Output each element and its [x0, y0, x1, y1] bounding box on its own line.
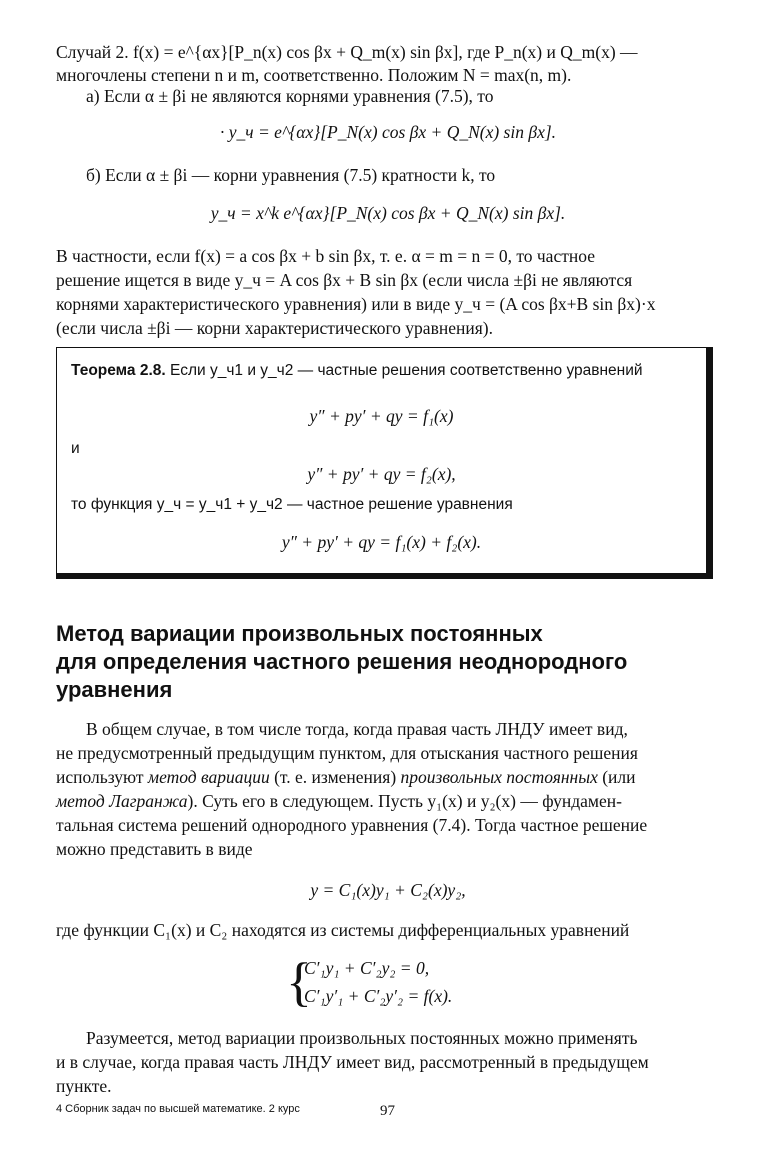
- case2-a-text: а) Если α ± βi не являются корнями уравнения (7.5), то: [86, 86, 494, 106]
- theorem-conclusion: то функция y_ч = y_ч1 + y_ч2 — частное решение уравнения: [71, 496, 513, 513]
- theorem-equation-2: y″ + py′ + qy = f₂(x),: [307, 464, 456, 484]
- closing-line1: Разумеется, метод вариации произвольных постоянных можно применять: [86, 1028, 638, 1048]
- theorem-label: Теорема 2.8.: [71, 362, 166, 379]
- case2-line1: Случай 2. f(x) = e^{αx}[P_n(x) cos βx + Q_m(x) sin βx], где P_n(x) и Q_m(x) —: [56, 42, 638, 62]
- closing-line3: пункте.: [56, 1076, 112, 1096]
- theorem-and: и: [71, 440, 80, 457]
- closing-line2: и в случае, когда правая часть ЛНДУ имеет вид, рассмотренный в предыдущем: [56, 1052, 649, 1072]
- theorem-equation-3: y″ + py′ + qy = f₁(x) + f₂(x).: [281, 532, 482, 552]
- theorem-intro: Теорема 2.8. Если y_ч1 и y_ч2 — частные решения соответственно уравнений: [71, 362, 643, 379]
- case2-b-text: б) Если α ± βi — корни уравнения (7.5) кратности k, то: [86, 165, 496, 185]
- particular-case-line2: решение ищется в виде y_ч = A cos βx + B sin βx (если числа ±βi не являются: [56, 270, 633, 290]
- case2-a-equation: · y_ч = e^{αx}[P_N(x) cos βx + Q_N(x) sin βx].: [219, 122, 557, 142]
- particular-case-line3: корнями характеристического уравнения) или в виде y_ч = (A cos βx+B sin βx)·x: [56, 294, 656, 314]
- theorem-box: [56, 347, 713, 579]
- page-number: 97: [380, 1103, 395, 1119]
- case2-line2: многочлены степени n и m, соответственно. Положим N = max(n, m).: [56, 65, 572, 85]
- method-line1: В общем случае, в том числе тогда, когда правая часть ЛНДУ имеет вид,: [86, 719, 628, 739]
- method-line5: тальная система решений однородного уравнения (7.4). Тогда частное решение: [56, 815, 648, 835]
- system-equation-2: C′₁y′₁ + C′₂y′₂ = f(x).: [304, 986, 453, 1006]
- system-equation-1: C′₁y₁ + C′₂y₂ = 0,: [304, 958, 430, 978]
- method-equation: y = C₁(x)y₁ + C₂(x)y₂,: [310, 880, 466, 900]
- footer-signature: 4 Сборник задач по высшей математике. 2 курс: [56, 1103, 300, 1115]
- method-line4: метод Лагранжа). Суть его в следующем. Пусть y₁(x) и y₂(x) — фундамен-: [56, 791, 622, 811]
- method-line7: где функции C₁(x) и C₂ находятся из системы дифференциальных уравнений: [56, 920, 630, 940]
- particular-case-line1: В частности, если f(x) = a cos βx + b sin βx, т. е. α = m = n = 0, то частное: [56, 246, 595, 266]
- particular-case-line4: (если числа ±βi — корни характеристического уравнения).: [56, 318, 493, 338]
- method-line2: не предусмотренный предыдущим пунктом, для отыскания частного решения: [56, 743, 638, 763]
- method-line6: можно представить в виде: [56, 839, 253, 859]
- section-title: Метод вариации произвольных постоянных для определения частного решения неоднородного уравнения: [56, 621, 628, 702]
- method-line3: используют метод вариации (т. е. изменения) произвольных постоянных (или: [56, 767, 636, 787]
- theorem-equation-1: y″ + py′ + qy = f₁(x): [309, 406, 454, 426]
- system-brace: {: [286, 952, 312, 1012]
- case2-b-equation: y_ч = x^k e^{αx}[P_N(x) cos βx + Q_N(x) sin βx].: [210, 203, 566, 223]
